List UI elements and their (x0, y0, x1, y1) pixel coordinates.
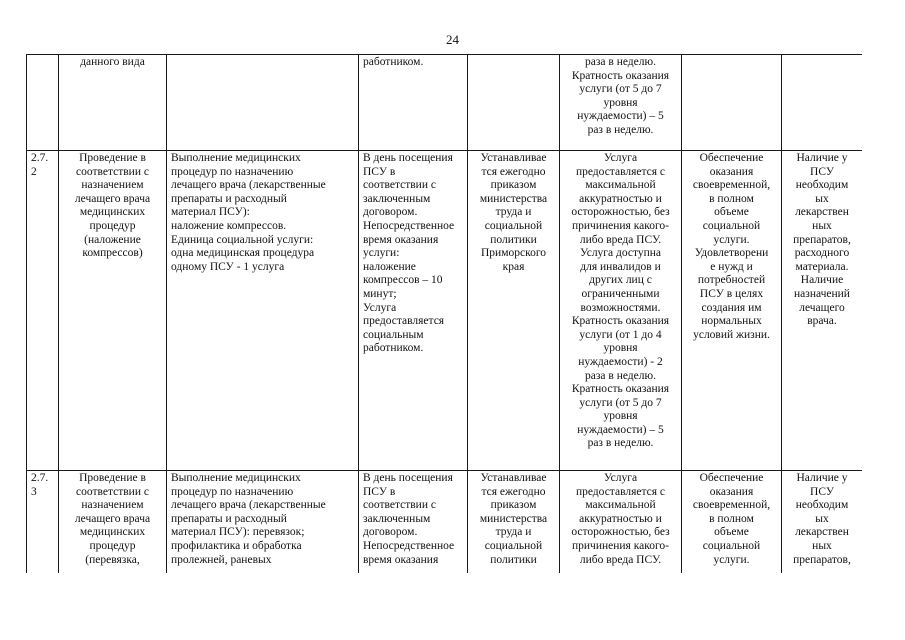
cell-description: Выполнение медицинских процедур по назначению лечащего врача (лекарственные препараты и расходный материал ПСУ): перевязок; профилактика и обработка пролежней, раневых (167, 471, 359, 577)
cell-description: Выполнение медицинских процедур по назначению лечащего врача (лекарственные препараты и расходный материал ПСУ): наложение компрессов. Единица социальной услуги: одна медицинская процедура одному ПСУ - 1 услуга (167, 151, 359, 471)
cell-conditions: Услуга предоставляется с максимальной аккуратностью и осторожностью, без причинения какого- либо вреда ПСУ. Услуга доступна для инвалидов и других лиц с ограниченными возможностями. Кратность оказания услуги (от 1 до 4 уровня нуждаемости) - 2 раза в неделю. Кратность оказания услуги (от 5 до 7 уровня нуждаемости) – 5 раз в неделю. (560, 151, 682, 471)
cell-timing: работником. (359, 55, 468, 151)
cell-tariff: Устанавливае тся ежегодно приказом министерства труда и социальной политики Приморского края (468, 151, 560, 471)
cell-number: 2.7. 3 (27, 471, 59, 577)
cell-timing: В день посещения ПСУ в соответствии с заключенным договором. Непосредственное время оказания услуги: наложение компрессов – 10 минут; Услуга предоставляется социальным работником. (359, 151, 468, 471)
cell-quality: Обеспечение оказания своевременной, в полном объеме социальной услуги. Удовлетворени е нужд и потребностей ПСУ в целях создания им нормальных условий жизни. (682, 151, 782, 471)
cell-quality (682, 55, 782, 151)
cell-tariff: Устанавливае тся ежегодно приказом министерства труда и социальной политики (468, 471, 560, 577)
cell-timing: В день посещения ПСУ в соответствии с заключенным договором. Непосредственное время оказания (359, 471, 468, 577)
services-table-container (26, 54, 862, 579)
cell-tariff (468, 55, 560, 151)
cell-evaluation (782, 55, 863, 151)
cell-service-name: данного вида (59, 55, 167, 151)
cell-conditions: Услуга предоставляется с максимальной аккуратностью и осторожностью, без причинения какого- либо вреда ПСУ. (560, 471, 682, 577)
cell-evaluation: Наличие у ПСУ необходим ых лекарствен ных препаратов, расходного материала. Наличие назначений лечащего врача. (782, 151, 863, 471)
page-number: 24 (446, 32, 459, 47)
cell-description (167, 55, 359, 151)
services-table (26, 54, 862, 577)
table-row (27, 151, 863, 471)
cell-service-name: Проведение в соответствии с назначением лечащего врача медицинских процедур (перевязка, (59, 471, 167, 577)
cell-conditions: раза в неделю. Кратность оказания услуги (от 5 до 7 уровня нуждаемости) – 5 раз в неделю. (560, 55, 682, 151)
table-row (27, 471, 863, 577)
cell-quality: Обеспечение оказания своевременной, в полном объеме социальной услуги. (682, 471, 782, 577)
cell-number: 2.7. 2 (27, 151, 59, 471)
cell-evaluation: Наличие у ПСУ необходим ых лекарствен ных препаратов, (782, 471, 863, 577)
table-row (27, 55, 863, 151)
cell-service-name: Проведение в соответствии с назначением лечащего врача медицинских процедур (наложение компрессов) (59, 151, 167, 471)
cell-number (27, 55, 59, 151)
